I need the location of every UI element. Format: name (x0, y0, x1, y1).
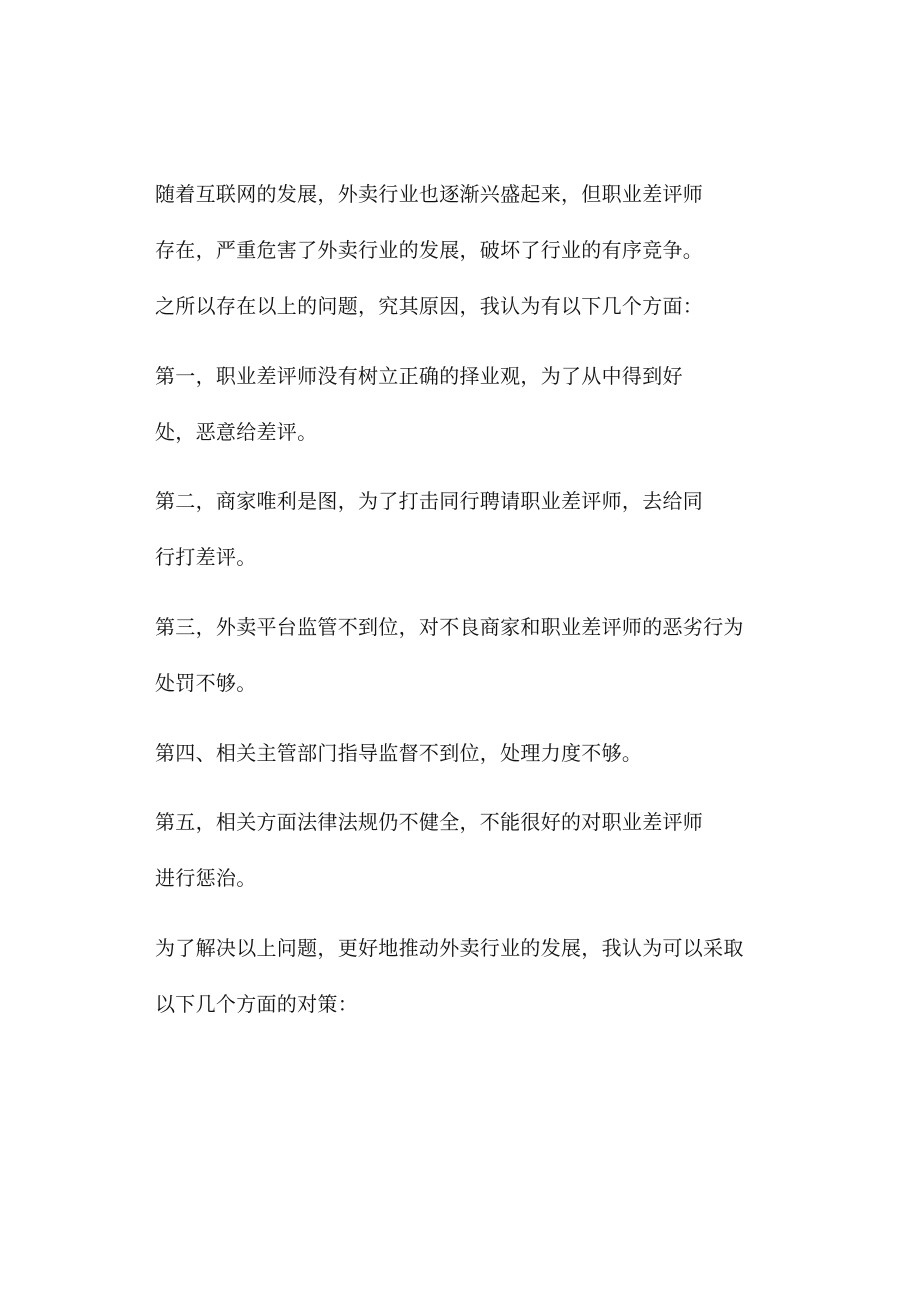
text-line-6: 第二，商家唯利是图，为了打击同行聘请职业差评师，去给同 (155, 489, 704, 513)
text-line-13: 为了解决以上问题，更好地推动外卖行业的发展，我认为可以采取 (155, 936, 744, 960)
text-line-14: 以下几个方面的对策： (155, 992, 358, 1016)
text-line-8: 第三，外卖平台监管不到位，对不良商家和职业差评师的恶劣行为 (155, 615, 744, 639)
text-line-9: 处罚不够。 (155, 671, 257, 695)
text-line-1: 随着互联网的发展，外卖行业也逐渐兴盛起来，但职业差评师 (155, 182, 704, 206)
text-line-2: 存在，严重危害了外卖行业的发展，破坏了行业的有序竞争。 (155, 238, 704, 262)
text-line-12: 进行惩治。 (155, 866, 257, 890)
text-line-4: 第一，职业差评师没有树立正确的择业观，为了从中得到好 (155, 364, 683, 388)
text-line-11: 第五，相关方面法律法规仍不健全，不能很好的对职业差评师 (155, 810, 704, 834)
text-line-3: 之所以存在以上的问题，究其原因，我认为有以下几个方面： (155, 294, 704, 318)
text-line-5: 处，恶意给差评。 (155, 420, 318, 444)
text-line-7: 行打差评。 (155, 545, 257, 569)
text-line-10: 第四、相关主管部门指导监督不到位，处理力度不够。 (155, 741, 643, 765)
